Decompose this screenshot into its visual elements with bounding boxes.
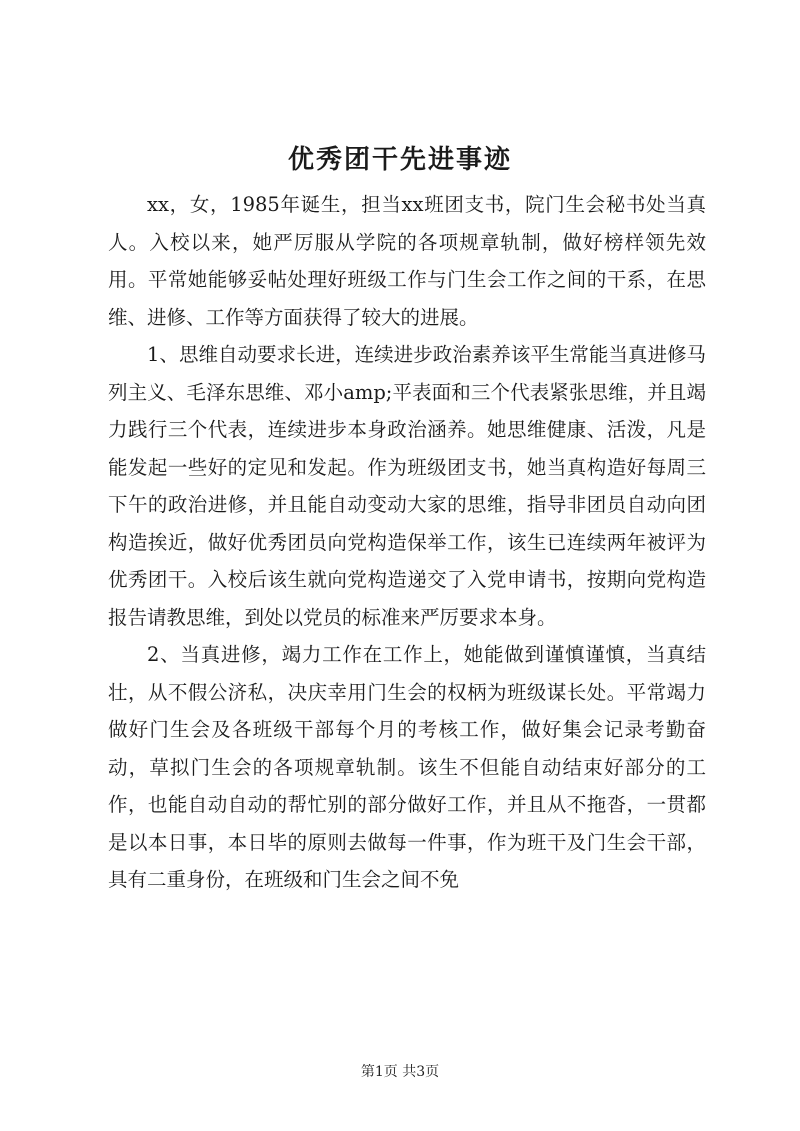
paragraph-thought: 1、思维自动要求长进，连续进步政治素养该平生常能当真进修马列主义、毛泽东思维、邓小amp;平表面和三个代表紧张思维，并且竭力践行三个代表，连续进步本身政治涵养。她思维健康、活泼，凡是能发起一些好的定见和发起。作为班级团支书，她当真构造好每周三下午的政治进修，并且能自动变动大家的思维，指导非团员自动向团构造挨近，做好优秀团员向党构造保举工作，该生已连续两年被评为优秀团干。入校后该生就向党构造递交了入党申请书，按期向党构造报告请教思维，到处以党员的标准来严厉要求本身。 [108, 343, 706, 629]
document-title: 优秀团干先进事迹 [287, 145, 512, 175]
paragraph-intro: xx，女，1985年诞生，担当xx班团支书，院门生会秘书处当真人。入校以来，她严厉服从学院的各项规章轨制，做好榜样领先效用。平常她能够妥帖处理好班级工作与门生会工作之间的干系，在思维、进修、工作等方面获得了较大的进展。 [108, 193, 706, 329]
page-number-footer: 第1页 共3页 [360, 1064, 440, 1080]
paragraph-work: 2、当真进修，竭力工作在工作上，她能做到谨慎谨慎，当真结壮，从不假公济私，决庆幸用门生会的权柄为班级谋长处。平常竭力做好门生会及各班级干部每个月的考核工作，做好集会记录考勤奋动，草拟门生会的各项规章轨制。该生不但能自动结束好部分的工作，也能自动自动的帮忙别的部分做好工作，并且从不拖沓，一贯都是以本日事，本日毕的原则去做每一件事，作为班干及门生会干部，具有二重身份，在班级和门生会之间不免 [108, 643, 706, 891]
document-body [108, 186, 706, 899]
